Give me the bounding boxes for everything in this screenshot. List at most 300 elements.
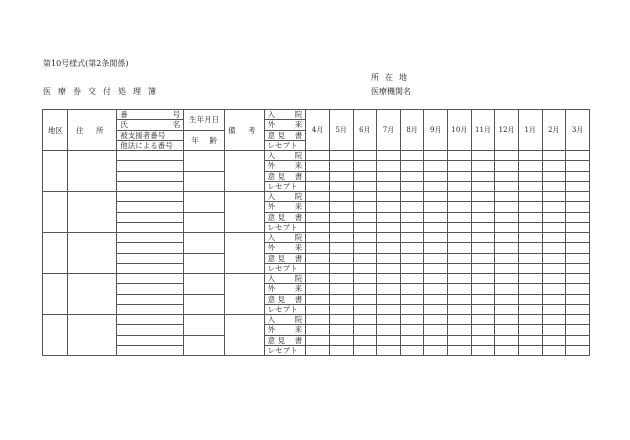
month-header: 3月 (566, 110, 590, 151)
month-cell (400, 253, 424, 263)
month-cell (448, 253, 472, 263)
area-cell (43, 233, 68, 274)
type-label-left: 意 見 (267, 294, 285, 304)
month-cell (400, 202, 424, 212)
month-cell (400, 151, 424, 161)
type-label-left: 外 (267, 284, 276, 294)
id-field-cell (117, 202, 184, 212)
month-cell (329, 335, 353, 345)
month-cell (377, 315, 401, 325)
month-cell (353, 304, 377, 314)
month-cell (448, 345, 472, 355)
month-cell (518, 212, 542, 222)
area-cell (43, 151, 68, 192)
month-cell (353, 171, 377, 181)
header-type (264, 130, 306, 140)
month-cell (566, 171, 590, 181)
month-cell (306, 294, 330, 304)
id-field-cell (117, 253, 184, 263)
month-cell (518, 253, 542, 263)
month-cell (353, 263, 377, 273)
id-field-cell (117, 171, 184, 181)
month-cell (424, 243, 448, 253)
month-cell (471, 192, 495, 202)
header-type (264, 120, 306, 130)
id-field-cell (117, 212, 184, 222)
header-type-left: レセプト (267, 140, 298, 150)
type-label-right: 院 (294, 151, 303, 161)
month-cell (542, 161, 566, 171)
entry-row (43, 345, 590, 355)
month-cell (495, 263, 519, 273)
header-id-field-right: 号 (172, 110, 181, 120)
register-table (42, 109, 590, 356)
month-cell (424, 325, 448, 335)
month-cell (329, 253, 353, 263)
month-cell (471, 161, 495, 171)
month-cell (377, 171, 401, 181)
month-cell (518, 181, 542, 191)
type-label-right: 来 (294, 202, 303, 212)
month-cell (495, 192, 519, 202)
month-cell (542, 325, 566, 335)
id-field-cell (117, 315, 184, 325)
month-cell (400, 345, 424, 355)
entry-row (43, 192, 590, 202)
month-cell (306, 253, 330, 263)
type-label (264, 233, 306, 243)
month-cell (542, 181, 566, 191)
id-field-cell (117, 294, 184, 304)
month-cell (566, 345, 590, 355)
month-cell (448, 212, 472, 222)
type-label-right: 来 (294, 325, 303, 335)
type-label (264, 263, 306, 273)
month-cell (566, 315, 590, 325)
month-cell (424, 263, 448, 273)
month-cell (518, 304, 542, 314)
area-cell (43, 274, 68, 315)
header-id-field (117, 130, 184, 140)
month-cell (400, 315, 424, 325)
form-number: 第10号様式(第2条関係) (43, 59, 129, 68)
month-cell (329, 181, 353, 191)
month-cell (566, 243, 590, 253)
type-label-left: レセプト (267, 222, 298, 232)
header-id-field-left: 番 (120, 110, 128, 120)
month-cell (400, 181, 424, 191)
id-field-cell (117, 181, 184, 191)
remarks-cell (224, 233, 264, 274)
entry-row (43, 274, 590, 284)
entry-row (43, 315, 590, 325)
month-cell (495, 202, 519, 212)
month-cell (542, 263, 566, 273)
month-cell (353, 222, 377, 232)
month-cell (495, 151, 519, 161)
month-cell (495, 315, 519, 325)
month-cell (448, 181, 472, 191)
header-type (264, 140, 306, 150)
month-cell (518, 335, 542, 345)
month-cell (471, 243, 495, 253)
month-cell (542, 284, 566, 294)
month-cell (353, 212, 377, 222)
type-label (264, 294, 306, 304)
month-cell (424, 171, 448, 181)
month-cell (566, 274, 590, 284)
header-age-right: 齢 (209, 135, 217, 145)
header-type (264, 110, 306, 120)
month-cell (495, 222, 519, 232)
month-cell (448, 202, 472, 212)
age-cell (184, 253, 225, 274)
month-cell (329, 345, 353, 355)
month-cell (306, 345, 330, 355)
entry-row (43, 335, 590, 345)
month-cell (495, 345, 519, 355)
month-cell (542, 233, 566, 243)
type-label-left: 意 見 (267, 171, 285, 181)
type-label-right: 書 (294, 253, 303, 263)
month-cell (424, 233, 448, 243)
type-label-left: 外 (267, 202, 276, 212)
month-cell (495, 274, 519, 284)
month-cell (306, 263, 330, 273)
type-label-left: 入 (267, 315, 276, 325)
entry-row (43, 284, 590, 294)
month-cell (471, 181, 495, 191)
month-cell (518, 161, 542, 171)
month-cell (495, 325, 519, 335)
birthdate-cell (184, 192, 225, 213)
age-cell (184, 212, 225, 233)
month-cell (306, 284, 330, 294)
type-label (264, 325, 306, 335)
institution-label: 医療機関名 (371, 87, 411, 96)
month-cell (306, 171, 330, 181)
month-cell (518, 263, 542, 273)
month-header: 6月 (353, 110, 377, 151)
month-cell (471, 151, 495, 161)
month-cell (518, 171, 542, 181)
month-cell (306, 151, 330, 161)
month-cell (542, 171, 566, 181)
month-cell (566, 202, 590, 212)
month-cell (400, 335, 424, 345)
month-header: 11月 (471, 110, 495, 151)
month-cell (329, 222, 353, 232)
month-cell (353, 151, 377, 161)
age-cell (184, 294, 225, 315)
month-cell (377, 161, 401, 171)
remarks-cell (224, 151, 264, 192)
month-cell (377, 151, 401, 161)
month-cell (471, 253, 495, 263)
type-label-left: 意 見 (267, 335, 285, 345)
month-cell (424, 304, 448, 314)
month-cell (518, 222, 542, 232)
month-cell (542, 151, 566, 161)
month-cell (329, 263, 353, 273)
type-label (264, 161, 306, 171)
month-cell (566, 304, 590, 314)
month-cell (542, 274, 566, 284)
month-cell (495, 181, 519, 191)
month-cell (353, 315, 377, 325)
type-label (264, 212, 306, 222)
month-cell (542, 345, 566, 355)
type-label-right: 書 (294, 212, 303, 222)
id-field-cell (117, 284, 184, 294)
month-cell (306, 325, 330, 335)
month-cell (400, 284, 424, 294)
month-cell (329, 233, 353, 243)
month-cell (424, 284, 448, 294)
month-cell (518, 243, 542, 253)
id-field-cell (117, 243, 184, 253)
month-cell (448, 222, 472, 232)
type-label-right: 書 (294, 335, 303, 345)
month-cell (566, 284, 590, 294)
month-cell (377, 253, 401, 263)
month-cell (306, 212, 330, 222)
entry-row (43, 304, 590, 314)
month-cell (518, 325, 542, 335)
month-cell (306, 274, 330, 284)
month-cell (353, 294, 377, 304)
type-label-right: 院 (294, 315, 303, 325)
type-label-left: 入 (267, 192, 276, 202)
type-label (264, 253, 306, 263)
month-cell (566, 233, 590, 243)
type-label (264, 284, 306, 294)
month-cell (448, 151, 472, 161)
month-cell (495, 284, 519, 294)
month-cell (329, 315, 353, 325)
month-cell (542, 294, 566, 304)
entry-row (43, 161, 590, 171)
type-label (264, 151, 306, 161)
month-cell (377, 294, 401, 304)
document-title: 医療券交付処理簿 (43, 87, 163, 96)
month-cell (495, 233, 519, 243)
month-cell (542, 243, 566, 253)
month-cell (424, 315, 448, 325)
header-id-field (117, 140, 184, 150)
month-header: 12月 (495, 110, 519, 151)
month-cell (471, 274, 495, 284)
address-cell (68, 315, 117, 356)
id-field-cell (117, 345, 184, 355)
month-cell (306, 315, 330, 325)
address-cell (68, 192, 117, 233)
month-cell (400, 263, 424, 273)
month-cell (377, 202, 401, 212)
month-cell (424, 345, 448, 355)
month-cell (329, 325, 353, 335)
month-header: 9月 (424, 110, 448, 151)
month-cell (542, 212, 566, 222)
month-cell (518, 233, 542, 243)
type-label (264, 192, 306, 202)
type-label (264, 304, 306, 314)
month-cell (424, 274, 448, 284)
month-cell (471, 294, 495, 304)
month-cell (377, 335, 401, 345)
month-cell (448, 325, 472, 335)
month-cell (306, 243, 330, 253)
month-cell (448, 233, 472, 243)
id-field-cell (117, 325, 184, 335)
month-cell (377, 181, 401, 191)
month-cell (471, 171, 495, 181)
entry-row (43, 253, 590, 263)
month-cell (471, 202, 495, 212)
header-type-left: 意 見 (267, 130, 285, 140)
month-cell (495, 161, 519, 171)
month-cell (400, 222, 424, 232)
type-label-left: レセプト (267, 263, 298, 273)
header-id-field (117, 110, 184, 120)
type-label (264, 315, 306, 325)
area-cell (43, 192, 68, 233)
type-label-right: 院 (294, 274, 303, 284)
month-cell (495, 304, 519, 314)
entry-row (43, 181, 590, 191)
header-age-left: 年 (191, 135, 199, 145)
month-cell (566, 335, 590, 345)
month-cell (471, 304, 495, 314)
remarks-cell (224, 315, 264, 356)
month-cell (448, 243, 472, 253)
month-header: 2月 (542, 110, 566, 151)
address-cell (68, 233, 117, 274)
month-cell (495, 335, 519, 345)
month-cell (566, 212, 590, 222)
type-label (264, 243, 306, 253)
header-age (184, 130, 225, 151)
id-field-cell (117, 151, 184, 161)
address-cell (68, 274, 117, 315)
month-cell (424, 181, 448, 191)
id-field-cell (117, 161, 184, 171)
month-cell (424, 294, 448, 304)
header-type-left: 外 (267, 120, 276, 130)
entry-row (43, 222, 590, 232)
month-cell (542, 335, 566, 345)
month-cell (518, 284, 542, 294)
month-cell (518, 345, 542, 355)
month-cell (329, 274, 353, 284)
month-cell (495, 294, 519, 304)
entry-row (43, 243, 590, 253)
month-cell (518, 151, 542, 161)
type-label-left: レセプト (267, 304, 298, 314)
month-cell (495, 212, 519, 222)
month-cell (448, 294, 472, 304)
month-cell (424, 212, 448, 222)
header-type-left: 入 (267, 110, 276, 120)
month-cell (400, 161, 424, 171)
type-label-right: 来 (294, 284, 303, 294)
type-label-right: 書 (294, 294, 303, 304)
header-id-field-left: 氏 (120, 120, 128, 130)
entry-row (43, 294, 590, 304)
month-cell (400, 233, 424, 243)
month-cell (542, 222, 566, 232)
month-cell (495, 243, 519, 253)
month-cell (471, 222, 495, 232)
type-label-left: レセプト (267, 181, 298, 191)
month-cell (542, 304, 566, 314)
type-label-left: 意 見 (267, 253, 285, 263)
month-cell (329, 243, 353, 253)
month-cell (353, 202, 377, 212)
month-cell (518, 274, 542, 284)
month-cell (566, 222, 590, 232)
month-cell (329, 284, 353, 294)
month-cell (471, 315, 495, 325)
month-cell (329, 304, 353, 314)
month-cell (471, 325, 495, 335)
type-label (264, 222, 306, 232)
month-cell (377, 345, 401, 355)
month-cell (471, 345, 495, 355)
month-cell (495, 171, 519, 181)
entry-row (43, 202, 590, 212)
month-cell (471, 263, 495, 273)
month-cell (566, 181, 590, 191)
header-type-right: 来 (294, 120, 303, 130)
month-cell (329, 212, 353, 222)
month-cell (566, 253, 590, 263)
month-cell (424, 192, 448, 202)
area-cell (43, 315, 68, 356)
month-cell (353, 274, 377, 284)
month-cell (377, 274, 401, 284)
month-cell (400, 294, 424, 304)
month-cell (306, 335, 330, 345)
id-field-cell (117, 192, 184, 202)
header-id-field (117, 120, 184, 130)
birthdate-cell (184, 151, 225, 172)
month-cell (518, 192, 542, 202)
month-cell (448, 171, 472, 181)
type-label-left: 外 (267, 243, 276, 253)
month-cell (353, 243, 377, 253)
month-cell (542, 192, 566, 202)
month-cell (377, 192, 401, 202)
month-header: 8月 (400, 110, 424, 151)
month-cell (495, 253, 519, 263)
id-field-cell (117, 233, 184, 243)
type-label-left: 入 (267, 274, 276, 284)
month-cell (377, 243, 401, 253)
month-cell (424, 222, 448, 232)
id-field-cell (117, 274, 184, 284)
id-field-cell (117, 263, 184, 273)
month-cell (353, 161, 377, 171)
month-cell (518, 315, 542, 325)
month-cell (448, 315, 472, 325)
month-cell (353, 284, 377, 294)
month-cell (542, 253, 566, 263)
entry-row (43, 171, 590, 181)
month-cell (400, 192, 424, 202)
header-type-right: 院 (294, 110, 303, 120)
type-label (264, 171, 306, 181)
